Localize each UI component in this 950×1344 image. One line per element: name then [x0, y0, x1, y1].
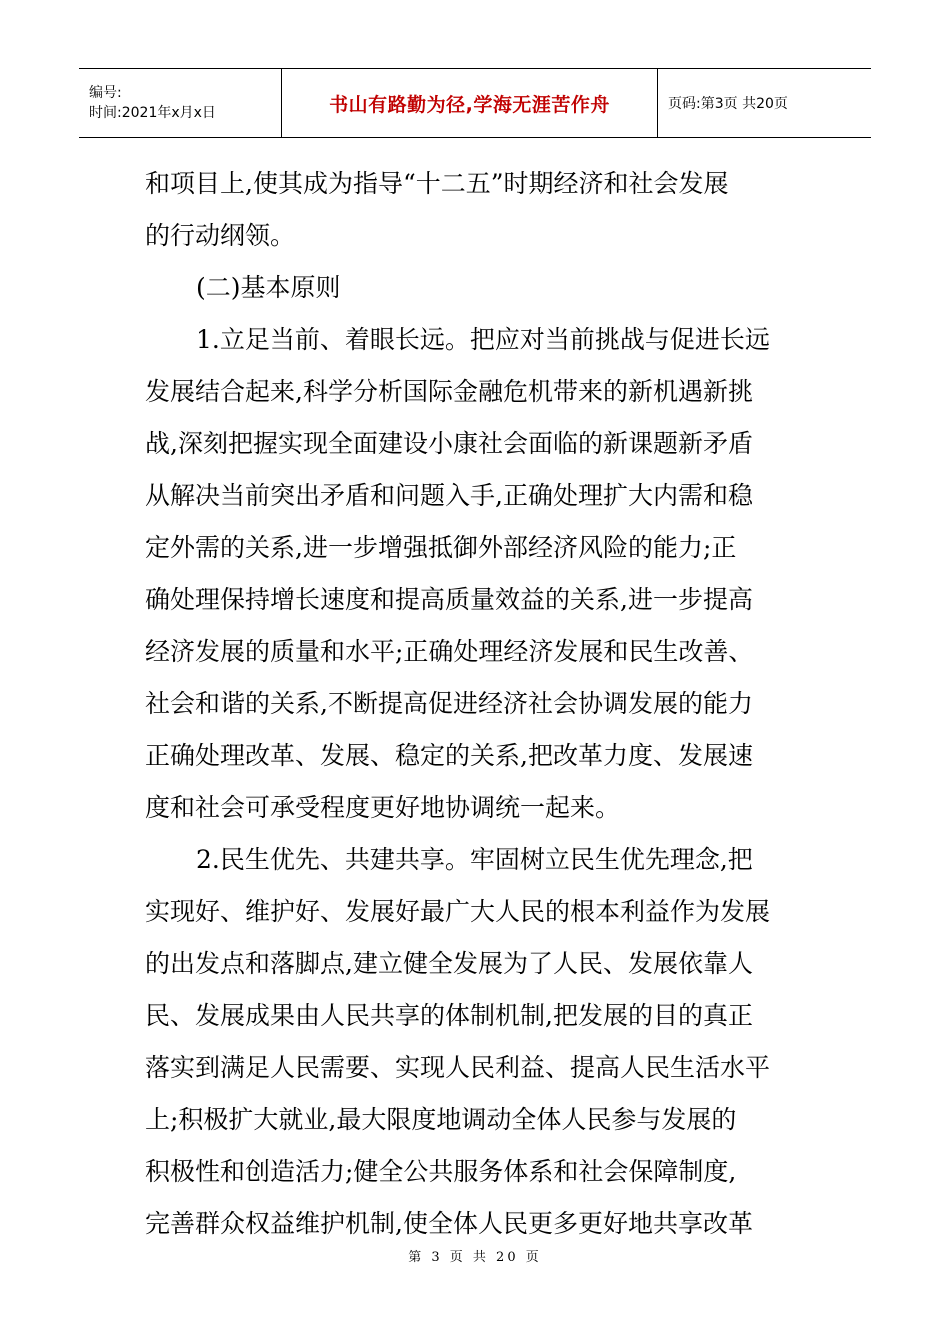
- body-line: 从解决当前突出矛盾和问题入手,正确处理扩大内需和稳: [145, 481, 753, 510]
- page-footer: 第 3 页 共 20 页: [408, 1250, 542, 1265]
- page-header: [79, 68, 871, 138]
- body-line: 1.立足当前、着眼长远。把应对当前挑战与促进长远: [196, 325, 770, 354]
- header-motto: 书山有路勤为径,学海无涯苦作舟: [329, 93, 610, 116]
- body-line: 的出发点和落脚点,建立健全发展为了人民、发展依靠人: [145, 949, 753, 978]
- body-line: 定外需的关系,进一步增强抵御外部经济风险的能力;正: [145, 533, 737, 562]
- body-line: 2.民生优先、共建共享。牢固树立民生优先理念,把: [196, 845, 753, 874]
- body-line: 确处理保持增长速度和提高质量效益的关系,进一步提高: [145, 585, 753, 614]
- body-line: 落实到满足人民需要、实现人民利益、提高人民生活水平: [145, 1053, 771, 1082]
- header-meta-cell: [79, 69, 282, 137]
- body-line: 正确处理改革、发展、稳定的关系,把改革力度、发展速: [145, 741, 753, 770]
- body-line: 的行动纲领。: [145, 221, 296, 250]
- header-page-cell: [658, 69, 871, 137]
- body-line: 实现好、维护好、发展好最广大人民的根本利益作为发展: [145, 897, 771, 926]
- body-line: 和项目上,使其成为指导“十二五”时期经济和社会发展: [145, 169, 729, 198]
- body-line: 战,深刻把握实现全面建设小康社会面临的新课题新矛盾: [145, 429, 753, 458]
- body-line: 民、发展成果由人民共享的体制机制,把发展的目的真正: [145, 1001, 753, 1030]
- body-line: 度和社会可承受程度更好地协调统一起来。: [145, 793, 621, 822]
- body-line: 完善群众权益维护机制,使全体人民更多更好地共享改革: [145, 1209, 753, 1238]
- body-line: 发展结合起来,科学分析国际金融危机带来的新机遇新挑: [145, 377, 753, 406]
- header-page-info: 页码:第3页 共20页: [668, 96, 788, 112]
- body-line: 上;积极扩大就业,最大限度地调动全体人民参与发展的: [145, 1105, 737, 1134]
- document-number-label: 编号:: [89, 85, 122, 101]
- section-heading: (二)基本原则: [196, 273, 341, 302]
- document-time-label: 时间:2021年x月x日: [89, 105, 216, 121]
- body-line: 积极性和创造活力;健全公共服务体系和社会保障制度,: [145, 1157, 737, 1186]
- body-line: 社会和谐的关系,不断提高促进经济社会协调发展的能力: [145, 689, 753, 718]
- header-motto-cell: [282, 69, 658, 137]
- body-line: 经济发展的质量和水平;正确处理经济发展和民生改善、: [145, 637, 754, 666]
